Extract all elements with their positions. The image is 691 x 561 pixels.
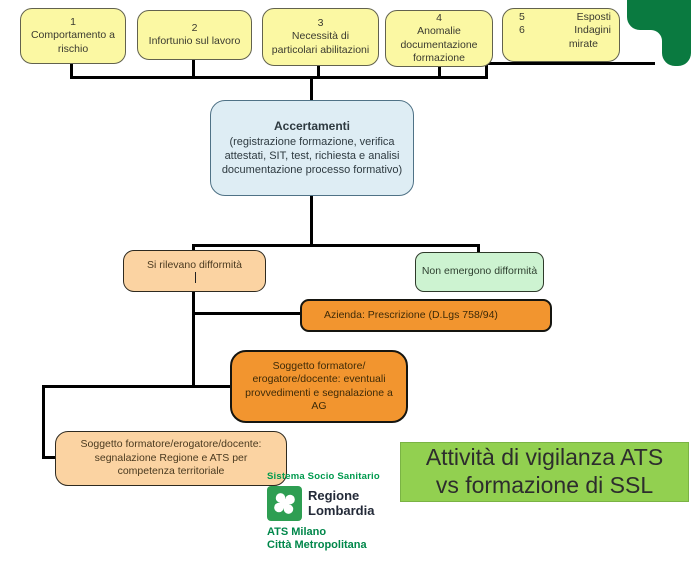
connector-line	[192, 290, 195, 388]
box-number: 3	[317, 16, 324, 29]
flow-box-abilitazioni: 3 Necessità di particolari abilitazioni	[262, 8, 379, 66]
box-labels: Esposti Indagini mirate	[568, 11, 611, 50]
flow-box-anomalie: 4 Anomalie documentazione formazione	[385, 10, 493, 67]
slide-title-line: Attività di vigilanza ATS	[425, 444, 664, 471]
flow-box-soggetto-regione: Soggetto formatore/erogatore/docente: segnalazione Regione e ATS per competenza territoriale	[55, 431, 287, 486]
connector-line	[192, 312, 302, 315]
flow-box-esposti-indagini	[502, 8, 620, 62]
box-number: 2	[191, 21, 198, 34]
flow-box-infortunio: 2 Infortunio sul lavoro	[137, 10, 252, 60]
connector-line	[42, 385, 232, 388]
slide-title-banner	[400, 442, 689, 502]
box-number: 1	[70, 15, 76, 28]
flow-box-azienda-prescrizione: Azienda: Prescrizione (D.Lgs 758/94)	[300, 299, 552, 332]
slide-title-line: vs formazione di SSL	[435, 472, 654, 498]
connector-line	[192, 244, 480, 247]
logo-system-label: Sistema Socio Sanitario	[267, 471, 380, 482]
text-cursor	[195, 272, 196, 283]
logo-region-label: Regione Lombardia	[308, 487, 375, 518]
flow-box-accertamenti	[210, 100, 414, 196]
rosa-camuna-corner-icon	[621, 0, 691, 70]
flow-box-soggetto-ag: Soggetto formatore/ erogatore/docente: eventuali provvedimenti e segnalazione a AG	[230, 350, 408, 423]
accertamenti-body: (registrazione formazione, verifica attestati, SIT, test, richiesta e analisi documentazione processo formativo)	[221, 136, 403, 177]
accertamenti-title: Accertamenti	[273, 118, 351, 133]
flow-box-si-rilevano: Si rilevano difformità	[123, 250, 266, 292]
flow-box-non-emergono: Non emergono difformità	[415, 252, 544, 292]
box-number: 4	[436, 11, 442, 24]
connector-line	[310, 76, 313, 102]
flow-box-comportamento: 1 Comportamento a rischio	[20, 8, 126, 64]
regione-lombardia-logo-block	[267, 471, 397, 553]
box-numbers: 5 6	[519, 11, 525, 37]
connector-line	[310, 194, 313, 246]
rosa-camuna-icon	[267, 486, 302, 521]
connector-line	[70, 76, 488, 79]
connector-line	[42, 385, 45, 459]
logo-org-label: ATS Milano Città Metropolitana	[267, 526, 367, 552]
